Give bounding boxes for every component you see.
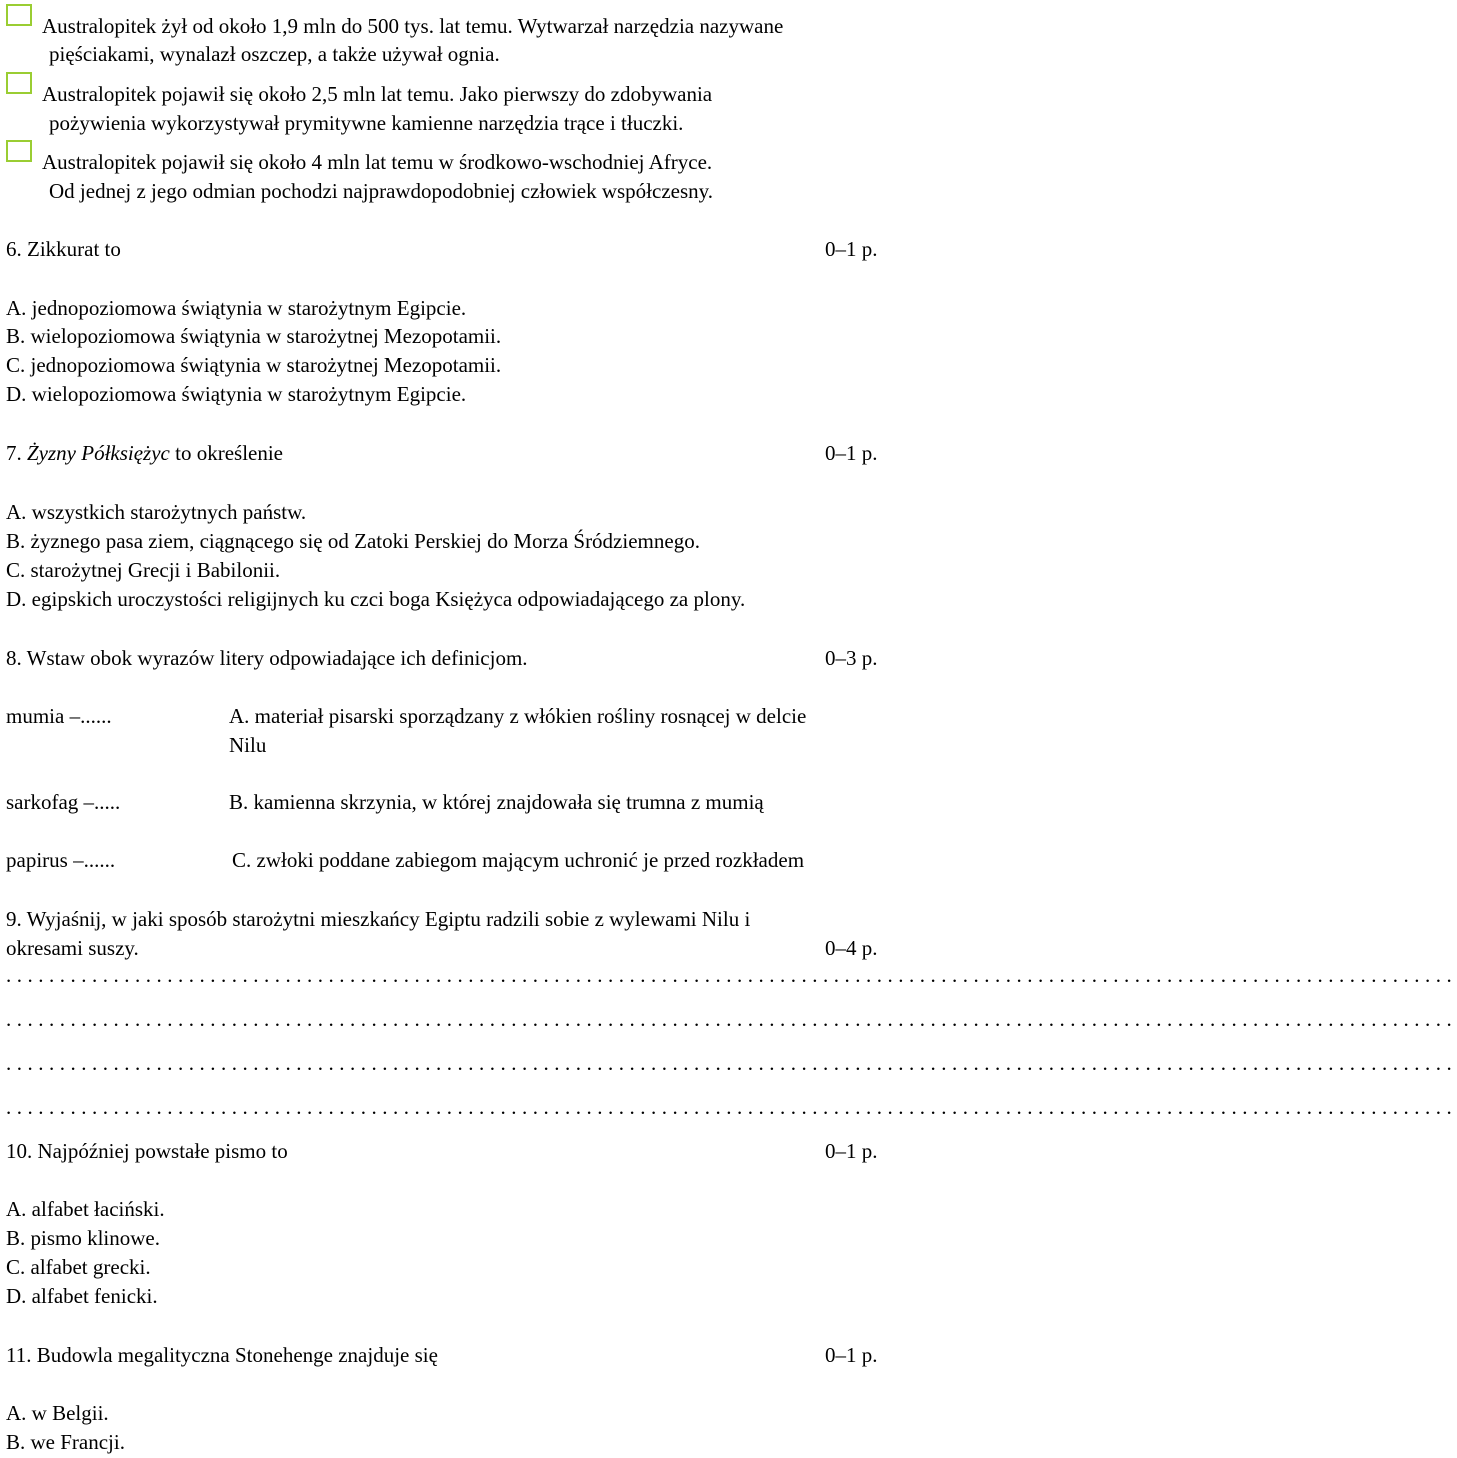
q9-text-line1: 9. Wyjaśnij, w jaki sposób starożytni mieszkańcy Egiptu radzili sobie z wylewami Nilu i xyxy=(6,907,751,931)
q7-term: Żyzny Półksiężyc xyxy=(27,441,170,465)
checkbox-1[interactable] xyxy=(6,4,32,26)
q8-term-sarkofag[interactable]: sarkofag –..... xyxy=(6,790,121,814)
q11-option-b[interactable]: B. we Francji. xyxy=(6,1430,125,1454)
q8-definition-c: C. zwłoki poddane zabiegom mającym uchronić je przed rozkładem xyxy=(232,848,805,872)
q7-points: 0–1 p. xyxy=(825,441,878,465)
q8-definition-a-line1: A. materiał pisarski sporządzany z włókien rośliny rosnącej w delcie xyxy=(229,704,807,728)
statement-2-line2: pożywienia wykorzystywał prymitywne kamienne narzędzia trące i tłuczki. xyxy=(49,111,684,135)
q10-text: 10. Najpóźniej powstałe pismo to xyxy=(6,1139,288,1163)
checkbox-2[interactable] xyxy=(6,72,32,94)
q11-points: 0–1 p. xyxy=(825,1343,878,1367)
checkbox-3[interactable] xyxy=(6,140,32,162)
q11-option-a[interactable]: A. w Belgii. xyxy=(6,1401,109,1425)
q11-text: 11. Budowla megalityczna Stonehenge znajduje się xyxy=(6,1343,438,1367)
statement-3-line1: Australopitek pojawił się około 4 mln lat temu w środkowo-wschodniej Afryce. xyxy=(42,150,713,174)
q6-option-a[interactable]: A. jednopoziomowa świątynia w starożytnym Egipcie. xyxy=(6,296,467,320)
q6-option-c[interactable]: C. jednopoziomowa świątynia w starożytnej Mezopotamii. xyxy=(6,353,502,377)
q6-points: 0–1 p. xyxy=(825,237,878,261)
q9-points: 0–4 p. xyxy=(825,936,878,960)
q7-option-a[interactable]: A. wszystkich starożytnych państw. xyxy=(6,500,307,524)
q9-answer-line-2[interactable]: ....................................................................................................................................... xyxy=(6,1007,1457,1031)
statement-3-line2: Od jednej z jego odmian pochodzi najprawdopodobniej człowiek współczesny. xyxy=(49,179,714,203)
q8-term-mumia[interactable]: mumia –...... xyxy=(6,704,112,728)
q8-text: 8. Wstaw obok wyrazów litery odpowiadające ich definicjom. xyxy=(6,646,528,670)
q10-option-b[interactable]: B. pismo klinowe. xyxy=(6,1226,161,1250)
q7-option-b[interactable]: B. żyznego pasa ziem, ciągnącego się od Zatoki Perskiej do Morza Śródziemnego. xyxy=(6,529,700,553)
q9-answer-line-3[interactable]: ....................................................................................................................................... xyxy=(6,1051,1457,1075)
q6-option-b[interactable]: B. wielopoziomowa świątynia w starożytnej Mezopotamii. xyxy=(6,324,502,348)
q8-definition-a-line2: Nilu xyxy=(229,733,267,757)
q7-text xyxy=(6,439,283,468)
q7-option-d[interactable]: D. egipskich uroczystości religijnych ku czci boga Księżyca odpowiadającego za plony. xyxy=(6,587,746,611)
q8-term-papirus[interactable]: papirus –...... xyxy=(6,848,116,872)
q7-option-c[interactable]: C. starożytnej Grecji i Babilonii. xyxy=(6,558,281,582)
q6-text: 6. Zikkurat to xyxy=(6,237,121,261)
q10-points: 0–1 p. xyxy=(825,1139,878,1163)
statement-1-line2: pięściakami, wynalazł oszczep, a także używał ognia. xyxy=(49,42,500,66)
statement-2-line1: Australopitek pojawił się około 2,5 mln lat temu. Jako pierwszy do zdobywania xyxy=(42,82,713,106)
q9-answer-line-1[interactable]: ....................................................................................................................................... xyxy=(6,963,1457,987)
q8-definition-b: B. kamienna skrzynia, w której znajdowała się trumna z mumią xyxy=(229,790,764,814)
q9-answer-line-4[interactable]: ....................................................................................................................................... xyxy=(6,1095,1457,1119)
q7-suffix: to określenie xyxy=(169,441,284,465)
q7-prefix: 7. xyxy=(6,441,27,465)
q8-points: 0–3 p. xyxy=(825,646,878,670)
q6-option-d[interactable]: D. wielopoziomowa świątynia w starożytnym Egipcie. xyxy=(6,382,467,406)
statement-1-line1: Australopitek żył od około 1,9 mln do 500 tys. lat temu. Wytwarzał narzędzia nazywane xyxy=(42,14,784,38)
q10-option-a[interactable]: A. alfabet łaciński. xyxy=(6,1197,165,1221)
q10-option-c[interactable]: C. alfabet grecki. xyxy=(6,1255,151,1279)
q10-option-d[interactable]: D. alfabet fenicki. xyxy=(6,1284,158,1308)
q9-text-line2: okresami suszy. xyxy=(6,936,139,960)
